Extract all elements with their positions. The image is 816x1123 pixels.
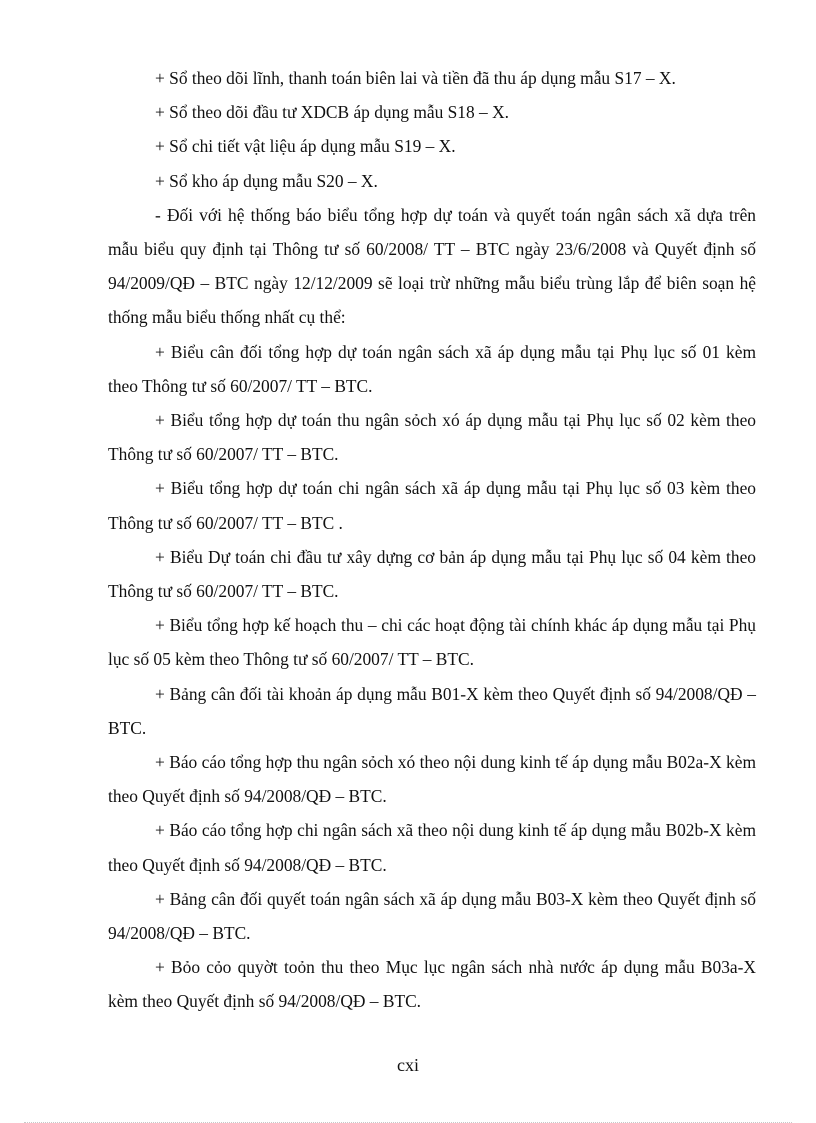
paragraph-s20: + Sổ kho áp dụng mẫu S20 – X. [155,170,378,191]
paragraph-s18: + Sổ theo dõi đầu tư XDCB áp dụng mẫu S18 – X. [155,102,509,123]
paragraph-report-system: - Đối với hệ thống báo biểu tổng hợp dự toán và quyết toán ngân sách xã dựa trên mẫu biểu quy định tại Thông tư số 60/2008/ TT – BTC ngày 23/6/2008 và Quyết định số 94/2009/QĐ – BTC ngày 12/12/2009 sẽ loại trừ những mẫu biểu trùng lắp để biên soạn hệ thống mẫu biểu thống nhất cụ thể: [108,204,756,328]
paragraph-appendix-05: + Biểu tổng hợp kế hoạch thu – chi các hoạt động tài chính khác áp dụng mẫu tại Phụ lục số 05 kèm theo Thông tư số 60/2007/ TT – BTC. [108,615,756,670]
paragraph-b03: + Bảng cân đối quyết toán ngân sách xã áp dụng mẫu B03-X kèm theo Quyết định số 94/2008/QĐ – BTC. [108,888,756,944]
paragraph-appendix-04: + Biểu Dự toán chi đầu tư xây dựng cơ bản áp dụng mẫu tại Phụ lục số 04 kèm theo Thông tư số 60/2007/ TT – BTC. [108,546,756,602]
paragraph-b02a: + Báo cáo tổng hợp thu ngân sỏch xó theo nội dung kinh tế áp dụng mẫu B02a-X kèm theo Quyết định số 94/2008/QĐ – BTC. [108,752,756,807]
page-number: cxi [397,1055,419,1075]
paragraph-appendix-03: + Biểu tổng hợp dự toán chi ngân sách xã áp dụng mẫu tại Phụ lục số 03 kèm theo Thông tư số 60/2007/ TT – BTC . [108,478,756,533]
body-text [108,61,756,1019]
paragraph-b01: + Bảng cân đối tài khoản áp dụng mẫu B01-X kèm theo Quyết định số 94/2008/QĐ – BTC. [108,683,756,738]
paragraph-s17: + Sổ theo dõi lĩnh, thanh toán biên lai và tiền đã thu áp dụng mẫu S17 – X. [155,68,676,88]
paragraph-s19: + Sổ chi tiết vật liệu áp dụng mẫu S19 – X. [155,136,456,157]
paragraph-b02b: + Báo cáo tổng hợp chi ngân sách xã theo nội dung kinh tế áp dụng mẫu B02b-X kèm theo Quyết định số 94/2008/QĐ – BTC. [108,820,756,875]
paragraph-appendix-02: + Biểu tổng hợp dự toán thu ngân sỏch xó áp dụng mẫu tại Phụ lục số 02 kèm theo Thông tư số 60/2007/ TT – BTC. [108,410,756,465]
paragraph-b03a: + Bỏo cỏo quyờt toỏn thu theo Mục lục ngân sách nhà nước áp dụng mẫu B03a-X kèm theo Quyết định số 94/2008/QĐ – BTC. [108,957,756,1012]
paragraph-appendix-01: + Biểu cân đối tổng hợp dự toán ngân sách xã áp dụng mẫu tại Phụ lục số 01 kèm theo Thông tư số 60/2007/ TT – BTC. [108,341,756,396]
